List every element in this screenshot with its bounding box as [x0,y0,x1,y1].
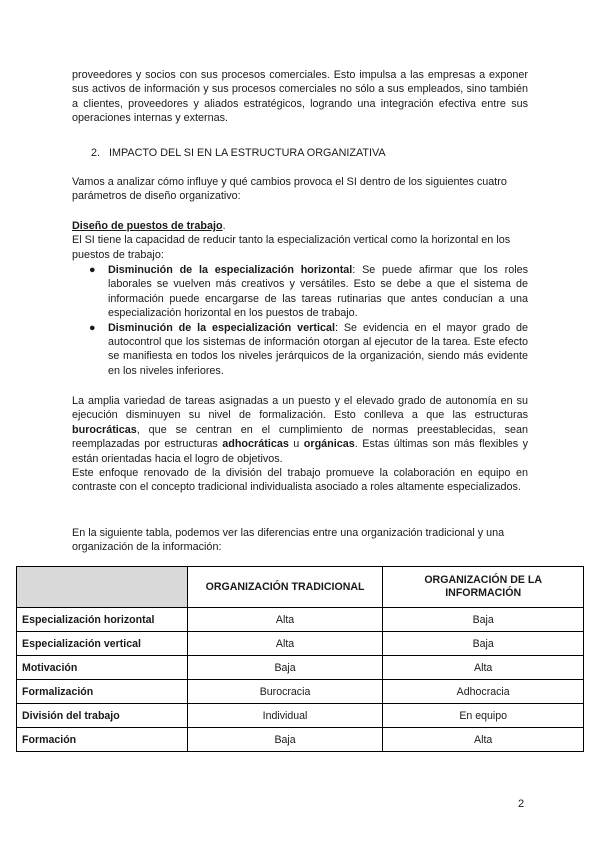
table-header-traditional: ORGANIZACIÓN TRADICIONAL [187,567,383,608]
table-row [17,656,584,680]
subsection-title-end: . [222,220,226,232]
table-cell: Individual [187,704,383,728]
table-row [17,680,584,704]
bullet-list [86,263,528,378]
formalization-bold-3: orgánicas [303,438,355,451]
section-title: IMPACTO DEL SI EN LA ESTRUCTURA ORGANIZATIVA [109,147,386,159]
list-item [86,263,528,321]
comparison-table [16,566,584,752]
table-header-information: ORGANIZACIÓN DE LA INFORMACIÓN [383,567,584,608]
bullet-bold: Disminución de la especialización horizontal [108,264,353,276]
table-row [17,632,584,656]
table-cell: Baja [383,608,584,632]
section-heading [91,146,386,160]
table-cell: Burocracia [187,680,383,704]
table-cell: En equipo [383,704,584,728]
bullet-icon: ● [89,321,96,334]
formalization-text-4: . Estas últimas son más flexibles y están orientadas hacia el logro de objetivos. [72,438,528,465]
subsection-block [72,219,528,262]
formalization-bold-2: adhocráticas [222,438,289,451]
table-cell: Alta [187,632,383,656]
table-intro: En la siguiente tabla, podemos ver las diferencias entre una organización tradicional y una organización de la información: [72,527,505,554]
bullet-text: : Se puede afirmar que los roles laborales se vuelven más creativos y versátiles. Esto se debe a que el sistema de información puede encargarse de las tareas rutinarias que antes conducían a una especialización horizontal en los puestos de trabajo. [108,264,528,320]
table-row-header: Especialización horizontal [17,608,188,632]
table-row-header: División del trabajo [17,704,188,728]
table-row-header: Especialización vertical [17,632,188,656]
section-intro: Vamos a analizar cómo influye y qué cambios provoca el SI dentro de los siguientes cuatro parámetros de diseño organizativo: [72,176,507,203]
bullet-bold: Disminución de la especialización vertical [108,321,335,334]
formalization-paragraph [72,394,528,466]
intro-paragraph: proveedores y socios con sus procesos comerciales. Esto impulsa a las empresas a exponer sus activos de información y sus procesos comerciales no sólo a sus empleados, sino también a clientes, proveedores y aliados estratégicos, logrando una integración efectiva entre sus operaciones internas y externas. [72,69,528,125]
table-row [17,704,584,728]
table-header-empty [17,567,188,608]
subsection-text: El SI tiene la capacidad de reducir tanto la especialización vertical como la horizontal en los puestos de trabajo: [72,234,511,261]
table-cell: Baja [383,632,584,656]
page-number: 2 [518,798,525,810]
table-cell: Alta [383,656,584,680]
section-number: 2. [91,147,101,159]
table-cell: Baja [187,728,383,752]
table-row-header: Formación [17,728,188,752]
formalization-bold-1: burocráticas [72,423,137,436]
table-cell: Adhocracia [383,680,584,704]
table-row-header: Motivación [17,656,188,680]
formalization-text-2: , que se centran en el cumplimiento de normas preestablecidas, sean reemplazadas por estructuras [72,423,528,451]
table-cell: Alta [383,728,584,752]
table-cell: Alta [187,608,383,632]
formalization-text-3: u [288,438,304,451]
table-row [17,608,584,632]
list-item [86,321,528,379]
table-header-row [17,567,584,608]
subsection-title: Diseño de puestos de trabajo [72,220,223,232]
bullet-icon: ● [89,264,96,276]
table-row-header: Formalización [17,680,188,704]
teamwork-paragraph: Este enfoque renovado de la división del trabajo promueve la colaboración en equipo en contraste con el concepto tradicional individualista asociado a roles altamente especializados. [72,467,528,494]
formalization-text-1: La amplia variedad de tareas asignadas a un puesto y el elevado grado de autonomía en su ejecución disminuyen su nivel de formalización. Esto conlleva a que las estructuras [72,395,528,422]
bullet-text: : Se evidencia en el mayor grado de autocontrol que los sistemas de información otorgan al ejecutor de la tarea. Este efecto se manifiesta en todos los niveles jerárquicos de la organización, siendo más evidente en los niveles inferiores. [108,321,529,377]
table-cell: Baja [187,656,383,680]
table-row [17,728,584,752]
